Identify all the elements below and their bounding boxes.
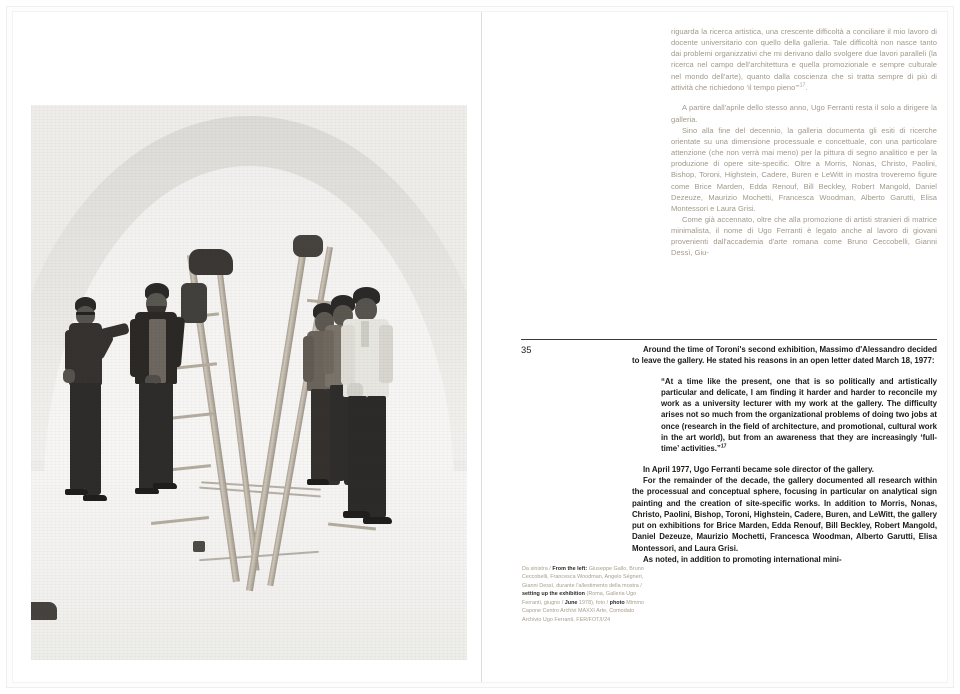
italian-paragraph: A partire dall'aprile dello stesso anno, Ugo Ferranti resta il solo a dirigere la galleria. — [671, 103, 937, 124]
english-paragraph: Around the time of Toroni's second exhibition, Massimo d'Alessandro decided to leave the gallery. He stated his reasons in an open letter dated March 18, 1977: — [632, 345, 937, 366]
photo-grain-overlay — [31, 105, 467, 660]
caption-run: Da sinistra / — [522, 566, 553, 572]
italian-paragraph: Sino alla fine del decennio, la galleria documenta gli esiti di ricerche orientate su una dimensione processuale e concettuale, con una particolare attenzione (che non verrà mai meno) per la pittura di segno analitico e per la produzione di opere site-specific. Oltre a Morris, Nonas, Christo, Paolini, Bishop, Toroni, Highstein, Cadere, Buren e LeWitt in mostra troveremo figure come Brice Marden, Edda Renouf, Bill Beckley, Robert Mangold, Daniel Dezeuze, Maurizio Mochetti, Francesca Woodman, Alberto Garutti, Elisa Montessori e Laura Grisi. — [671, 125, 937, 213]
page-number: 35 — [521, 344, 532, 355]
caption-run: Giuseppe Gallo, Bruno Ceccobelli, Francesca Woodman, Angelo Ségneri, Gianni Dessì, durante l'allestimento della mostra / — [522, 566, 644, 589]
english-paragraph: In April 1977, Ugo Ferranti became sole director of the gallery. — [643, 464, 874, 474]
right-page — [481, 12, 948, 682]
footnote-marker: 17 — [720, 443, 727, 450]
english-text-column — [632, 344, 937, 565]
english-paragraph: For the remainder of the decade, the gallery documented all research within the processual and conceptual sphere, focusing in particular on analytical sign painting and the creation of site-specific works. In addition to Morris, Nonas, Christo, Paolini, Bishop, Toroni, Highstein, Cadere, Buren, and LeWitt, the gallery put on exhibitions for Brice Marden, Edda Renouf, Bill Beckley, Robert Mangold, Daniel Dezeuze, Maurizio Mochetti, Francesca Woodman, Alberto Garutti, Elisa Montessori, and Laura Grisi. — [632, 475, 937, 553]
section-rule — [521, 339, 937, 340]
caption-run-bold: setting up the exhibition — [522, 591, 585, 598]
installation-photograph — [31, 105, 467, 660]
caption-run: Mimmo Capone Centro Archivi MAXXI Arte, Comodato Archivio Ugo Ferranti, FER/FOT/I/24 — [522, 599, 645, 623]
italian-text-column — [671, 26, 937, 259]
blockquote-paragraph: “At a time like the present, one that is so politically and artistically particular and delicate, I am finding it harder and harder to reconcile my work as a university lecturer with my work at the gallery. The difficulty arises not so much from the organizational problems of doing two jobs at once (research in the field of architecture, and promotional, cultural work in the art world), but from an awareness that they are increasingly ‘full-time’ activities.”$^{17}$ — [661, 376, 937, 454]
caption-run: (Roma, Galleria Ugo Ferranti, giugno / — [522, 591, 637, 606]
caption-run-bold: photo — [609, 599, 625, 606]
caption-run: 1978), foto / — [577, 599, 610, 606]
caption-run-bold: June — [564, 599, 578, 606]
photo-canvas — [31, 105, 467, 660]
italian-paragraph: riguarda la ricerca artistica, una crescente difficoltà a conciliare il mio lavoro di docente universitario con quello della galleria. Tale difficoltà non nasce tanto dai problemi organizzativi che mi derivano dallo svolgere due lavori paralleli (la ricerca nel campo dell'architettura e quella promozionale e sempre culturale nel mondo dell'arte), quanto dalla coscienza che si tratta sempre di più di attività che richiedono ‘il tempo pieno’”$^{17}$. — [671, 27, 937, 92]
italian-paragraph: Come già accennato, oltre che alla promozione di artisti stranieri di matrice minimalista, il nome di Ugo Ferranti è legato anche al lavoro di giovani provenienti dall'accademia d'arte romana come Bruno Ceccobelli, Gianni Dessì, Giu- — [671, 215, 937, 258]
english-paragraph: As noted, in addition to promoting international mini- — [643, 555, 842, 565]
english-blockquote — [632, 376, 937, 455]
footnote-marker: 17 — [799, 82, 806, 89]
caption-run-bold: From the left: — [552, 566, 588, 572]
